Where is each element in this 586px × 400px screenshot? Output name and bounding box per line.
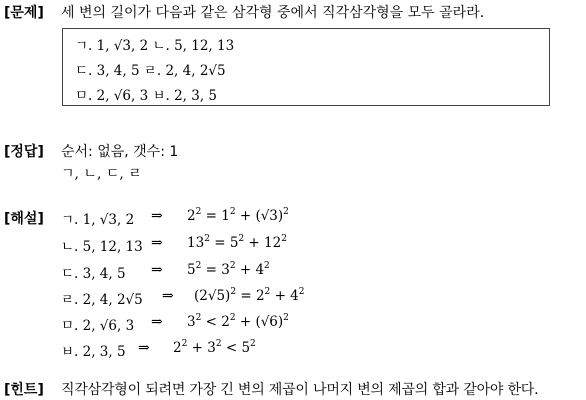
solution-relation-5: $3^2 < 2^2 + (√6)^2$ <box>187 313 289 330</box>
hint-text: 직각삼각형이 되려면 가장 긴 변의 제곱이 나머지 변의 제곱의 합과 같아야 한다. <box>61 382 539 398</box>
option-line-1: ㄱ. 1, √3, 2 ㄴ. 5, 12, 13 <box>75 38 235 54</box>
solution-relation-2: $13^2 = 5^2 + 12^2$ <box>187 234 287 251</box>
implies-arrow: ⇒ <box>162 288 174 304</box>
implies-arrow: ⇒ <box>151 314 163 330</box>
solution-relation-3: $5^2 = 3^2 + 4^2$ <box>187 261 270 278</box>
implies-arrow: ⇒ <box>151 262 163 278</box>
solution-relation-4: $(2√5)^2 = 2^2 + 4^2$ <box>194 287 305 304</box>
solution-tag: [해설] <box>4 211 44 227</box>
implies-arrow: ⇒ <box>151 208 163 224</box>
answer-summary: 순서: 없음, 갯수: 1 <box>61 144 179 160</box>
answer-tag: [정답] <box>4 144 44 160</box>
problem-text: 세 변의 길이가 다음과 같은 삼각형 중에서 직각삼각형을 모두 골라라. <box>61 5 485 21</box>
hint-tag: [힌트] <box>4 382 44 398</box>
solution-set-4: ㄹ. 2, 4, 2√5 <box>61 292 143 308</box>
options-box <box>62 28 550 106</box>
solution-set-6: ㅂ. 2, 3, 5 <box>61 344 126 360</box>
problem-tag: [문제] <box>4 5 44 21</box>
solution-relation-1: $2^2 = 1^2 + (√3)^2$ <box>187 207 289 224</box>
implies-arrow: ⇒ <box>151 235 163 251</box>
solution-set-1: ㄱ. 1, √3, 2 <box>61 212 135 228</box>
solution-relation-6: $2^2 + 3^2 < 5^2$ <box>173 339 256 356</box>
answer-list: ㄱ, ㄴ, ㄷ, ㄹ <box>61 166 142 182</box>
solution-set-2: ㄴ. 5, 12, 13 <box>61 239 143 255</box>
solution-set-3: ㄷ. 3, 4, 5 <box>61 266 126 282</box>
option-line-3: ㅁ. 2, √6, 3 ㅂ. 2, 3, 5 <box>75 88 218 104</box>
implies-arrow: ⇒ <box>138 340 150 356</box>
solution-set-5: ㅁ. 2, √6, 3 <box>61 318 135 334</box>
option-line-2: ㄷ. 3, 4, 5 ㄹ. 2, 4, 2√5 <box>75 63 226 79</box>
